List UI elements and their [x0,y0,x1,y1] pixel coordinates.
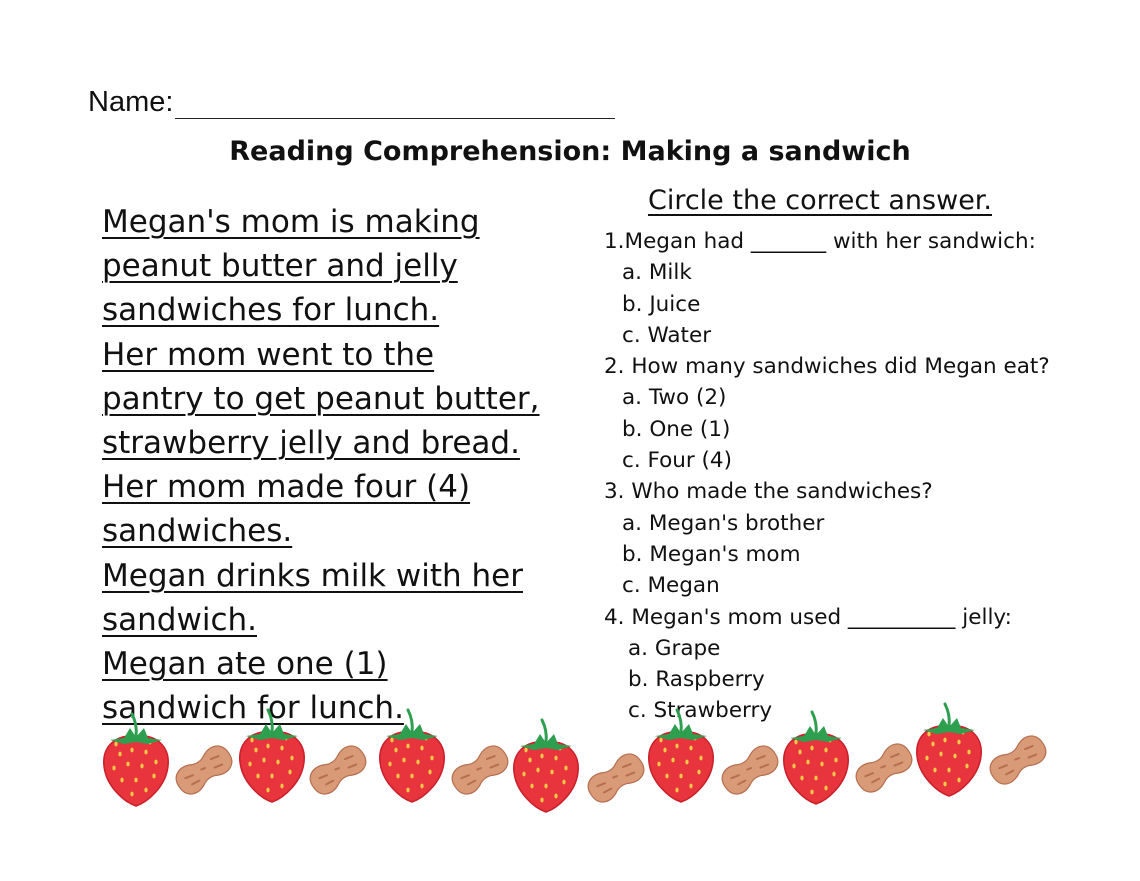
answer-option[interactable]: b. Raspberry [628,667,765,693]
question-text: 3. Who made the sandwiches? [604,479,933,505]
story-paragraph: Megan's mom is making peanut butter and jelly sandwiches for lunch. [102,204,480,329]
name-label: Name: [88,86,174,118]
answer-option[interactable]: c. Four (4) [622,448,732,474]
story-paragraph: Megan ate one (1) sandwich for lunch. [102,646,404,727]
questions-header: Circle the correct answer. [647,185,993,216]
answer-option[interactable]: b. Megan's mom [622,541,801,567]
strawberry-icon [784,712,848,804]
answer-option[interactable]: a. Two (2) [622,385,727,411]
name-blank-line[interactable] [175,88,615,119]
peanut-icon [985,731,1051,789]
answer-option[interactable]: c. Strawberry [628,698,773,724]
story-paragraph: Her mom made four (4) sandwiches. [102,469,471,550]
answer-option[interactable]: c. Water [622,322,712,348]
answer-option[interactable]: b. One (1) [622,416,731,442]
page-title: Reading Comprehension: Making a sandwich [229,136,911,167]
answer-option[interactable]: a. Milk [622,260,692,286]
fruit-border [0,700,1140,830]
question-text: 4. Megan's mom used __________ jelly: [604,604,1012,630]
answer-option[interactable]: b. Juice [622,291,701,317]
story-paragraph: Her mom went to the pantry to get peanut butter, strawberry jelly and bread. [102,336,540,462]
questions-list [604,226,1050,727]
peanut-icon [583,749,649,807]
strawberry-icon [240,710,304,802]
answer-option[interactable]: c. Megan [622,573,720,599]
peanut-icon [305,741,371,799]
strawberry-icon [104,714,168,806]
strawberry-icon [514,720,578,812]
peanut-icon [717,741,783,799]
answer-option[interactable]: a. Grape [628,635,721,661]
peanut-icon [851,739,917,797]
peanut-icon [171,741,237,799]
answer-option[interactable]: a. Megan's brother [622,510,825,536]
strawberry-icon [917,704,981,796]
question-text: 1.Megan had _______ with her sandwich: [604,229,1036,254]
strawberry-icon [380,710,444,802]
question-text: 2. How many sandwiches did Megan eat? [604,354,1050,380]
strawberry-icon [649,710,713,802]
name-field[interactable] [88,86,615,119]
story-paragraph: Megan drinks milk with her sandwich. [102,557,523,638]
story-text [102,200,542,730]
peanut-icon [447,741,513,799]
